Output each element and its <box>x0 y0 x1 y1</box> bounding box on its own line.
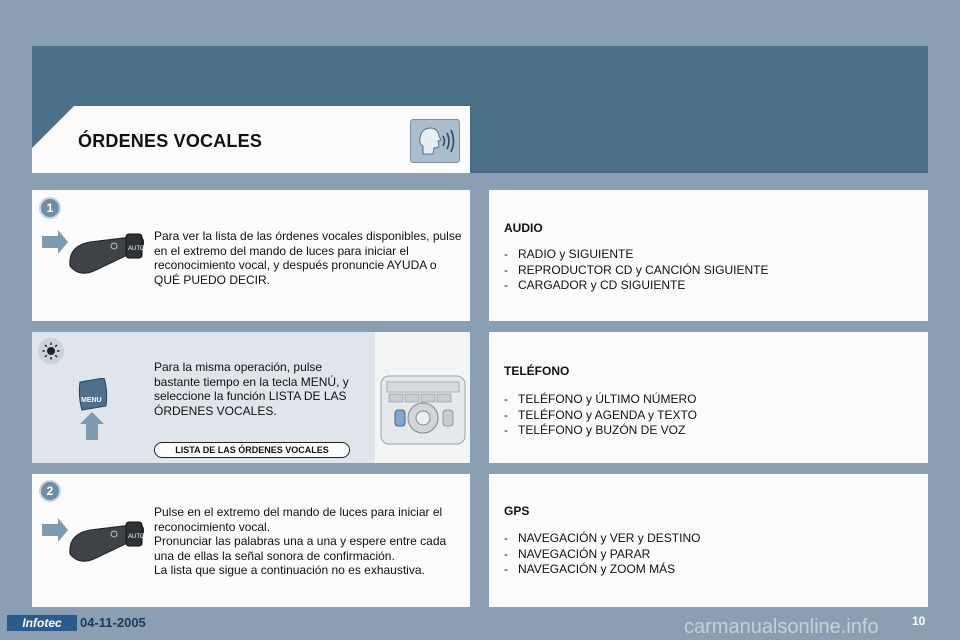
footer-date: 04-11-2005 <box>80 615 146 630</box>
list-item: - NAVEGACIÓN y PARAR <box>502 547 700 563</box>
menu-key-illustration <box>76 378 110 440</box>
light-stalk-illustration-2 <box>40 514 150 574</box>
panel-1-text: Para ver la lista de las órdenes vocales disponibles, pulse en el extremo del mando de luces para iniciar el reconocimiento vocal, y después pronuncie AYUDA o QUÉ PUEDO DECIR. <box>154 229 462 287</box>
list-item: - TELÉFONO y ÚLTIMO NÚMERO <box>502 392 697 408</box>
telefono-section-title: TELÉFONO <box>504 364 570 378</box>
gps-command-list <box>502 531 700 578</box>
page-title: ÓRDENES VOCALES <box>78 131 263 151</box>
page-number: 10 <box>912 614 926 628</box>
list-item: - REPRODUCTOR CD y CANCIÓN SIGUIENTE <box>502 263 768 279</box>
telefono-command-list <box>502 392 697 439</box>
voice-commands-list-tag: LISTA DE LAS ÓRDENES VOCALES <box>154 442 350 458</box>
audio-console-illustration <box>375 332 470 463</box>
menu-key-label: MENU <box>81 397 102 404</box>
infotec-logo: Infotec <box>6 614 78 632</box>
step-badge-2: 2 <box>39 480 61 502</box>
svg-text:AUTO: AUTO <box>128 534 145 540</box>
svg-text:AUTO: AUTO <box>128 246 145 252</box>
list-item: - TELÉFONO y AGENDA y TEXTO <box>502 408 697 424</box>
panel-2-text: Para la misma operación, pulse bastante tiempo en la tecla MENÚ, y seleccione la función LISTA DE LAS ÓRDENES VOCALES. <box>154 360 349 418</box>
panel-3-text <box>154 505 466 578</box>
list-item: - RADIO y SIGUIENTE <box>502 247 768 263</box>
light-stalk-illustration-1 <box>40 226 150 286</box>
list-item: - NAVEGACIÓN y VER y DESTINO <box>502 531 700 547</box>
gps-section-title: GPS <box>504 504 530 518</box>
audio-section-title: AUDIO <box>504 221 543 235</box>
sun-icon <box>38 338 64 364</box>
panel-3-line-1: Pulse en el extremo del mando de luces para iniciar el reconocimiento vocal. <box>154 505 443 534</box>
watermark: carmanualsonline.info <box>684 616 879 638</box>
voice-command-icon <box>410 119 460 163</box>
list-item: - CARGADOR y CD SIGUIENTE <box>502 278 768 294</box>
panel-3-line-3: La lista que sigue a continuación no es exhaustiva. <box>154 563 425 577</box>
panel-3-line-2: Pronunciar las palabras una a una y espere entre cada una de ellas la señal sonora de confirmación. <box>154 534 447 563</box>
audio-command-list <box>502 247 768 294</box>
list-item: - TELÉFONO y BUZÓN DE VOZ <box>502 423 697 439</box>
step-badge-1: 1 <box>39 197 61 219</box>
list-item: - NAVEGACIÓN y ZOOM MÁS <box>502 562 700 578</box>
